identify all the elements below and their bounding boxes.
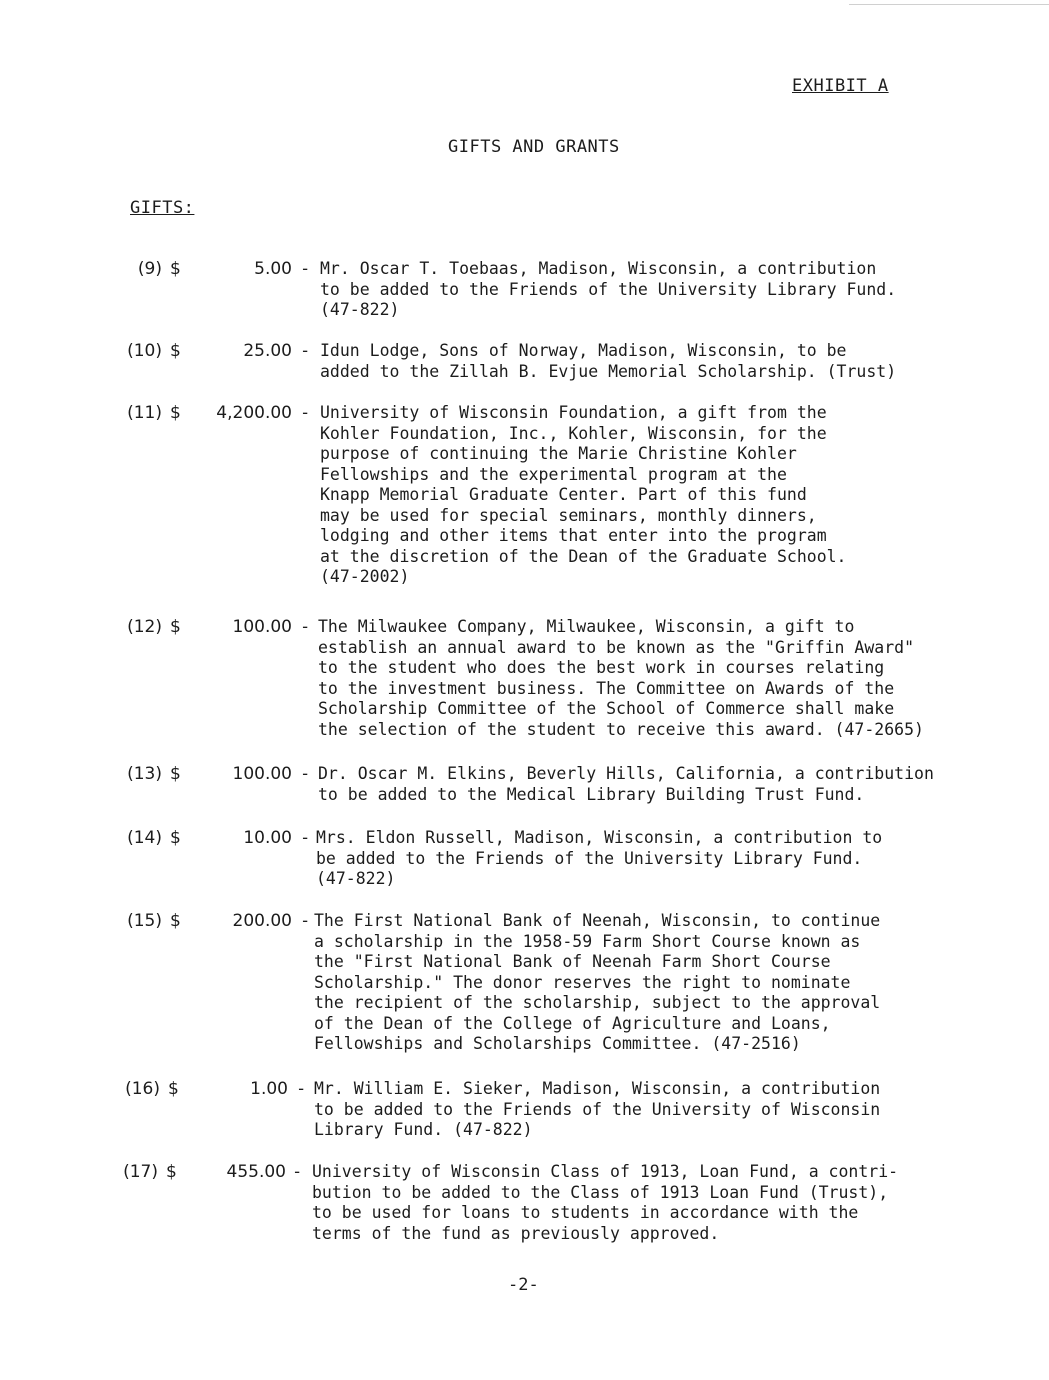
entry-description: Mrs. Eldon Russell, Madison, Wisconsin, a contribution to be added to the Friends of the University Library Fund. (47-822) [316, 828, 883, 888]
currency-symbol: $ [170, 828, 181, 848]
entry-amount: 100.00 [232, 764, 292, 784]
entry-description: University of Wisconsin Class of 1913, Loan Fund, a contri- bution to be added to the Class of 1913 Loan Fund (Trust), to be used for loans to students in accordance with the terms of the fund as previously approved. [312, 1162, 899, 1243]
entry-description: Dr. Oscar M. Elkins, Beverly Hills, California, a contribution to be added to the Medical Library Building Trust Fund. [318, 764, 934, 804]
entry-number: (16) [125, 1079, 160, 1099]
currency-symbol: $ [170, 259, 181, 279]
entry-dash: - [300, 617, 311, 637]
entry-dash: - [296, 1079, 307, 1099]
entry-amount: 4,200.00 [216, 403, 292, 423]
entry-description: Mr. Oscar T. Toebaas, Madison, Wisconsin, a contribution to be added to the Friends of the University Library Fund. (47-822) [320, 259, 897, 319]
currency-symbol: $ [170, 617, 181, 637]
entry-number: (15) [127, 911, 162, 931]
entry-dash: - [300, 828, 311, 848]
currency-symbol: $ [170, 911, 181, 931]
page-number: -2- [508, 1275, 539, 1295]
entry-dash: - [300, 259, 311, 279]
currency-symbol: $ [170, 403, 181, 423]
entry-description: University of Wisconsin Foundation, a gift from the Kohler Foundation, Inc., Kohler, Wisconsin, for the purpose of continuing the Marie Christine Kohler Fellowships and the experimental program at the Knapp Memorial Graduate Center. Part of this fund may be used for special seminars, monthly dinners, lodging and other items that enter into the program at the discretion of the Dean of the Graduate School. (47-2002) [320, 403, 847, 586]
currency-symbol: $ [166, 1162, 177, 1182]
entry-description: Idun Lodge, Sons of Norway, Madison, Wisconsin, to be added to the Zillah B. Evjue Memorial Scholarship. (Trust) [320, 341, 897, 381]
entry-number: (11) [127, 403, 162, 423]
entry-description: Mr. William E. Sieker, Madison, Wisconsin, a contribution to be added to the Friends of the University of Wisconsin Library Fund. (47-822) [314, 1079, 881, 1139]
entry-amount: 10.00 [243, 828, 292, 848]
entry-number: (17) [123, 1162, 158, 1182]
entry-dash: - [300, 341, 311, 361]
entry-description: The Milwaukee Company, Milwaukee, Wisconsin, a gift to establish an annual award to be known as the "Griffin Award" to the student who does the best work in courses relating to the investment business. The Committee on Awards of the Scholarship Committee of the School of Commerce shall make the selection of the student to receive this award. (47-2665) [318, 617, 924, 739]
entry-amount: 5.00 [254, 259, 292, 279]
entry-amount: 200.00 [232, 911, 292, 931]
currency-symbol: $ [170, 341, 181, 361]
section-heading-gifts: GIFTS: [130, 198, 195, 218]
top-edge-rule [849, 4, 1049, 5]
entry-number: (13) [127, 764, 162, 784]
entry-amount: 25.00 [243, 341, 292, 361]
entry-dash: - [292, 1162, 303, 1182]
currency-symbol: $ [168, 1079, 179, 1099]
entry-amount: 455.00 [226, 1162, 286, 1182]
entry-description: The First National Bank of Neenah, Wisconsin, to continue a scholarship in the 1958-59 Farm Short Course known as the "First National Bank of Neenah Farm Short Course Scholarship." The donor reserves the right to nominate the recipient of the scholarship, subject to the approval of the Dean of the College of Agriculture and Loans, Fellowships and Scholarships Committee. (47-2516) [314, 911, 881, 1053]
entry-dash: - [300, 911, 311, 931]
entry-number: (9) [137, 259, 162, 279]
entry-number: (10) [127, 341, 162, 361]
currency-symbol: $ [170, 764, 181, 784]
entry-dash: - [300, 403, 311, 423]
entry-number: (14) [127, 828, 162, 848]
exhibit-label: EXHIBIT A [792, 76, 889, 96]
entry-number: (12) [127, 617, 162, 637]
entry-amount: 1.00 [250, 1079, 288, 1099]
document-title: GIFTS AND GRANTS [448, 137, 620, 157]
entry-dash: - [300, 764, 311, 784]
entry-amount: 100.00 [232, 617, 292, 637]
